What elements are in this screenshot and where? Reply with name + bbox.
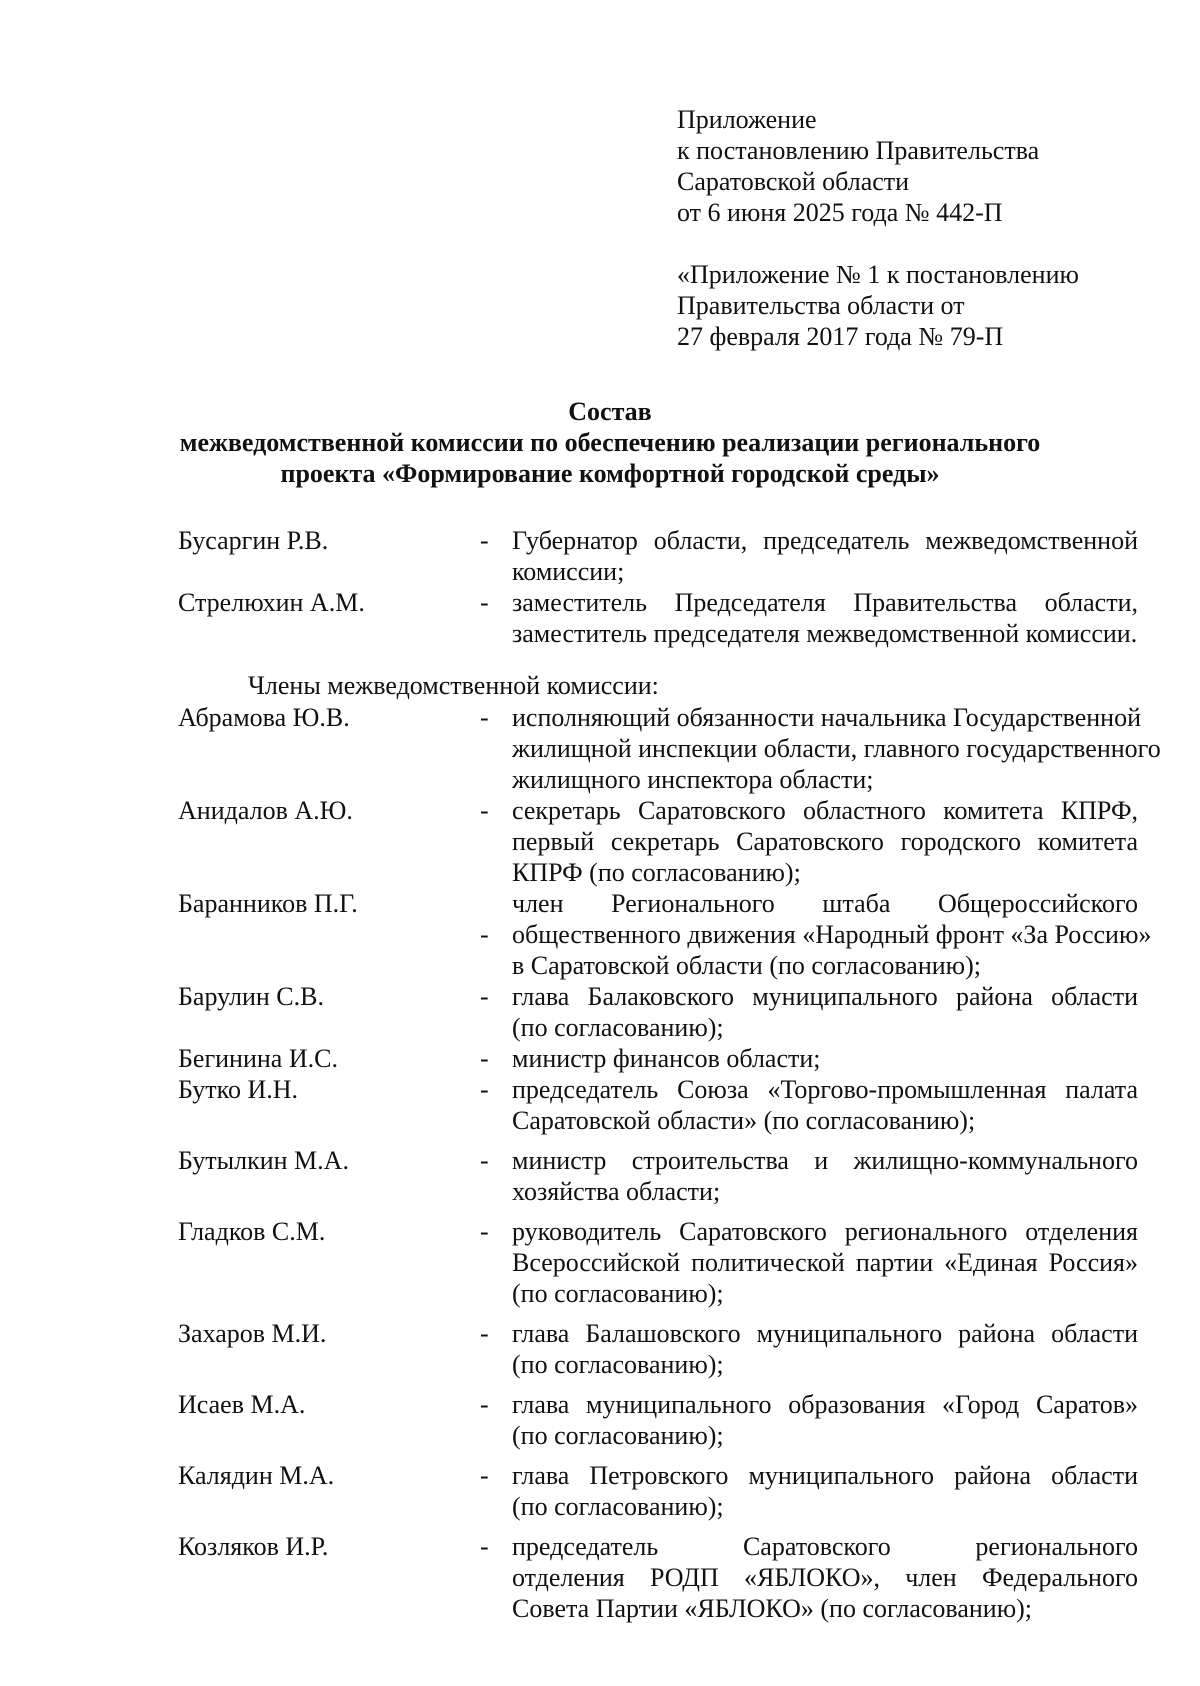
list-item — [178, 587, 1140, 649]
person-position: глава Петровского муниципального района области (по согласованию); — [512, 1461, 1138, 1521]
person-position: министр строительства и жилищно-коммунального хозяйства области; — [512, 1146, 1138, 1206]
dash: - — [480, 1319, 489, 1348]
person-position: глава Балашовского муниципального района области (по согласованию); — [512, 1319, 1138, 1379]
dash: - — [480, 1532, 489, 1561]
person-position: глава муниципального образования «Город Саратов» (по согласованию); — [512, 1390, 1138, 1450]
list-item — [178, 1145, 1140, 1207]
person-position: Губернатор области, председатель межведомственной комиссии; — [512, 526, 1138, 586]
person-position: председатель Саратовского регионального отделения РОДП «ЯБЛОКО», член Федерального Совета Партии «ЯБЛОКО» (по согласованию); — [512, 1532, 1138, 1623]
dash: - — [480, 588, 489, 617]
person-position: председатель Союза «Торгово-промышленная палата Саратовской области» (по согласованию); — [512, 1075, 1138, 1135]
header-line: 27 февраля 2017 года № 79-П — [677, 322, 1004, 351]
header-line: «Приложение № 1 к постановлению — [677, 260, 1079, 289]
dash: - — [480, 982, 489, 1011]
title-line: Состав — [568, 397, 652, 426]
document-title — [110, 396, 1110, 489]
leaders-list — [178, 525, 1140, 649]
person-name: Барулин С.В. — [178, 982, 324, 1011]
list-item — [178, 1074, 1140, 1136]
person-name: Гладков С.М. — [178, 1217, 326, 1246]
list-item — [178, 1531, 1140, 1624]
dash: - — [480, 920, 489, 949]
dash: - — [480, 1146, 489, 1175]
person-position: исполняющий обязанности начальника Государственной жилищной инспекции области, главного государственного жилищного инспектора области; — [512, 703, 1161, 794]
dash: - — [480, 1044, 489, 1073]
list-item — [178, 1460, 1140, 1522]
list-item — [178, 888, 1152, 981]
person-name: Исаев М.А. — [178, 1390, 306, 1419]
dash: - — [480, 1217, 489, 1246]
person-name: Захаров М.И. — [178, 1319, 327, 1348]
person-name: Бусаргин Р.В. — [178, 526, 329, 555]
header-line: Правительства области от — [677, 291, 965, 320]
members-list — [178, 702, 1161, 1624]
list-item — [178, 525, 1140, 587]
person-position: секретарь Саратовского областного комитета КПРФ, первый секретарь Саратовского городского комитета КПРФ (по согласованию); — [512, 796, 1138, 887]
list-item — [178, 795, 1140, 888]
list-item — [178, 981, 1140, 1043]
dash: - — [480, 1390, 489, 1419]
title-line: проекта «Формирование комфортной городской среды» — [280, 459, 940, 488]
person-name: Абрамова Ю.В. — [178, 703, 350, 732]
dash: - — [480, 703, 489, 732]
members-heading: Члены межведомственной комиссии: — [248, 671, 659, 700]
list-item — [178, 1318, 1140, 1380]
person-position: член Регионального штаба Общероссийского общественного движения «Народный фронт «За Россию» в Саратовской области (по согласованию); — [512, 889, 1152, 980]
list-item — [178, 702, 1161, 795]
person-name: Бутко И.Н. — [178, 1075, 299, 1104]
person-name: Стрелюхин А.М. — [178, 588, 365, 617]
title-line: межведомственной комиссии по обеспечению реализации регионального — [179, 428, 1041, 457]
header-line: Приложение — [677, 105, 817, 134]
list-item — [178, 1216, 1140, 1309]
dash: - — [480, 1075, 489, 1104]
person-name: Бегинина И.С. — [178, 1044, 338, 1073]
person-name: Баранников П.Г. — [178, 889, 358, 918]
person-name: Анидалов А.Ю. — [178, 796, 353, 825]
dash: - — [480, 1461, 489, 1490]
person-position: руководитель Саратовского регионального отделения Всероссийской политической партии «Единая Россия» (по согласованию); — [512, 1217, 1138, 1308]
header-line: от 6 июня 2025 года № 442-П — [677, 198, 1003, 227]
person-name: Бутылкин М.А. — [178, 1146, 349, 1175]
header-line: Саратовской области — [677, 167, 910, 196]
list-item — [178, 1389, 1140, 1451]
person-position: глава Балаковского муниципального района области (по согласованию); — [512, 982, 1138, 1042]
dash: - — [480, 796, 489, 825]
dash: - — [480, 526, 489, 555]
person-position: министр финансов области; — [512, 1044, 821, 1073]
person-name: Калядин М.А. — [178, 1461, 335, 1490]
person-name: Козляков И.Р. — [178, 1532, 329, 1561]
person-position: заместитель Председателя Правительства области, заместитель председателя межведомственной комиссии. — [512, 588, 1138, 648]
appendix-header — [677, 104, 1177, 352]
header-line: к постановлению Правительства — [677, 136, 1040, 165]
list-item — [178, 1043, 1140, 1074]
